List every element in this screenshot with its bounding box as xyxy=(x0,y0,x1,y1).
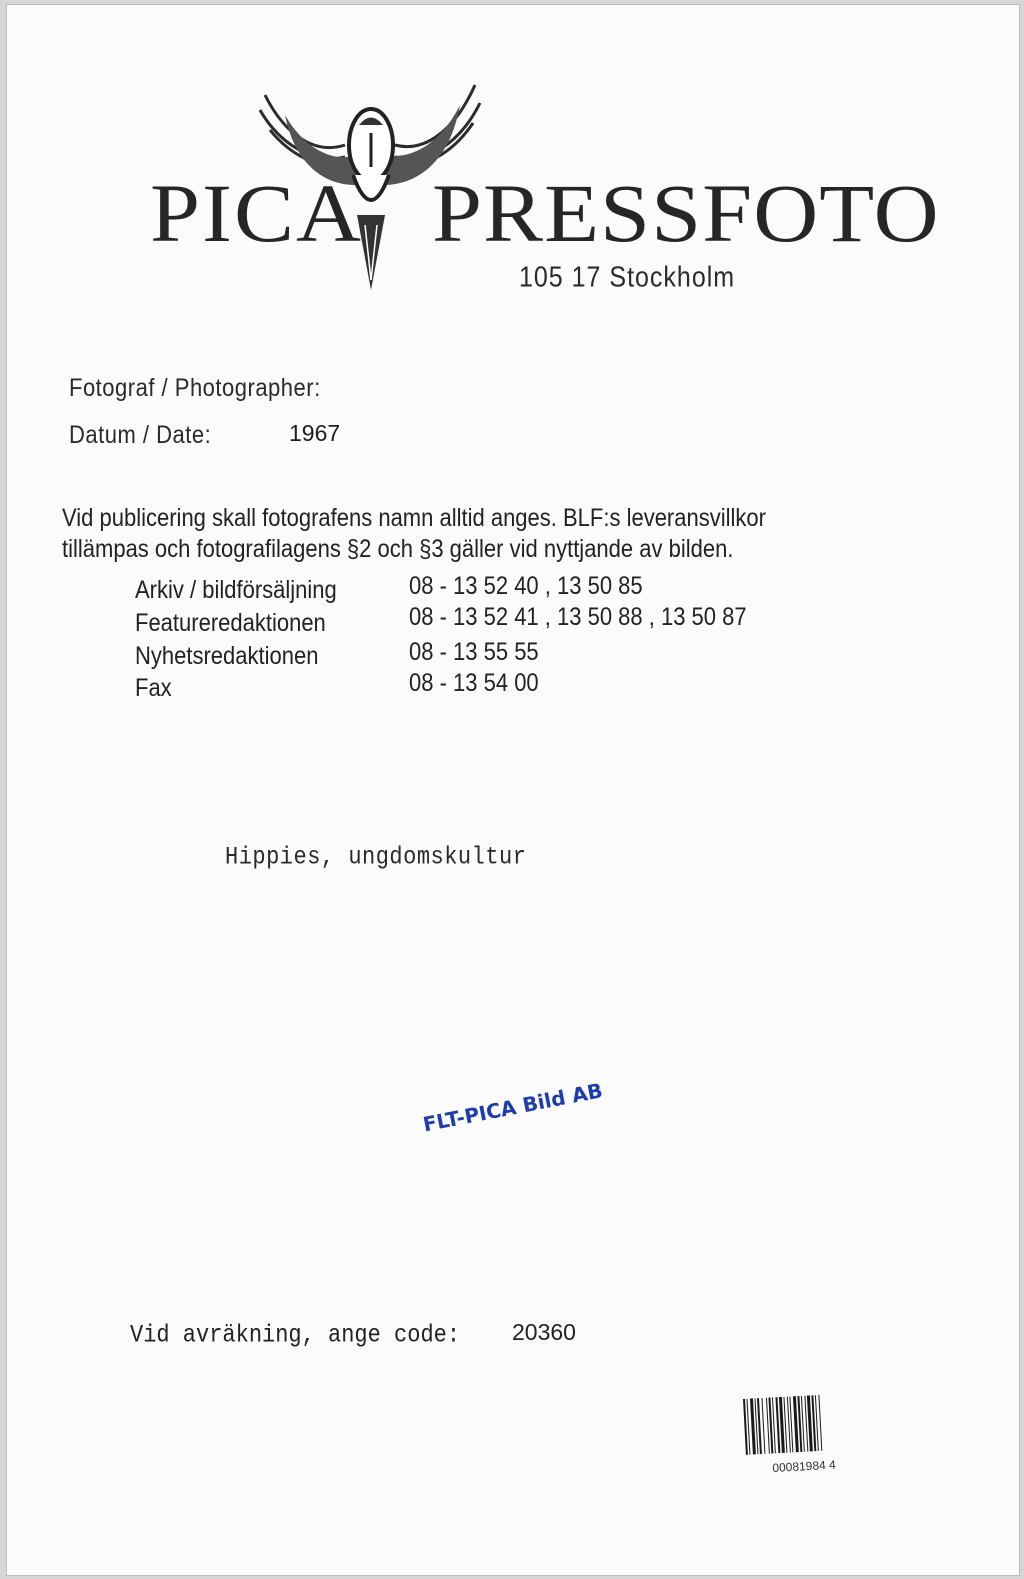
photo-back-card xyxy=(6,4,1020,1576)
contact-name-feature: Featureredaktionen xyxy=(135,608,326,637)
contact-number-news: 08 - 13 55 55 xyxy=(409,637,539,666)
brand-name-pressfoto: PRESSFOTO xyxy=(432,168,940,260)
barcode-number: 00081984 4 xyxy=(772,1457,837,1475)
code-label: Vid avräkning, ange code: xyxy=(130,1321,461,1350)
barcode-bar xyxy=(818,1395,822,1451)
contact-number-feature: 08 - 13 52 41 , 13 50 88 , 13 50 87 xyxy=(409,602,747,631)
photographer-label: Fotograf / Photographer: xyxy=(69,373,321,402)
contact-name-fax: Fax xyxy=(135,673,172,702)
publication-notice-line-2: tillämpas och fotografilagens §2 och §3 gäller vid nyttjande av bilden. xyxy=(62,534,734,563)
photo-caption: Hippies, ungdomskultur xyxy=(225,843,527,872)
contact-number-fax: 08 - 13 54 00 xyxy=(409,668,539,697)
barcode-bar xyxy=(761,1398,765,1454)
agency-stamp: FLT-PICA Bild AB xyxy=(421,1078,605,1137)
code-value: 20360 xyxy=(512,1319,576,1345)
date-label: Datum / Date: xyxy=(69,420,212,449)
contact-number-archive: 08 - 13 52 40 , 13 50 85 xyxy=(409,571,643,600)
contact-name-news: Nyhetsredaktionen xyxy=(135,641,319,670)
brand-name-pica: PICA xyxy=(150,168,364,260)
contact-name-archive: Arkiv / bildförsäljning xyxy=(135,575,337,604)
date-value: 1967 xyxy=(289,420,341,446)
address: 105 17 Stockholm xyxy=(519,261,736,294)
publication-notice-line-1: Vid publicering skall fotografens namn alltid anges. BLF:s leveransvillkor xyxy=(62,503,766,532)
